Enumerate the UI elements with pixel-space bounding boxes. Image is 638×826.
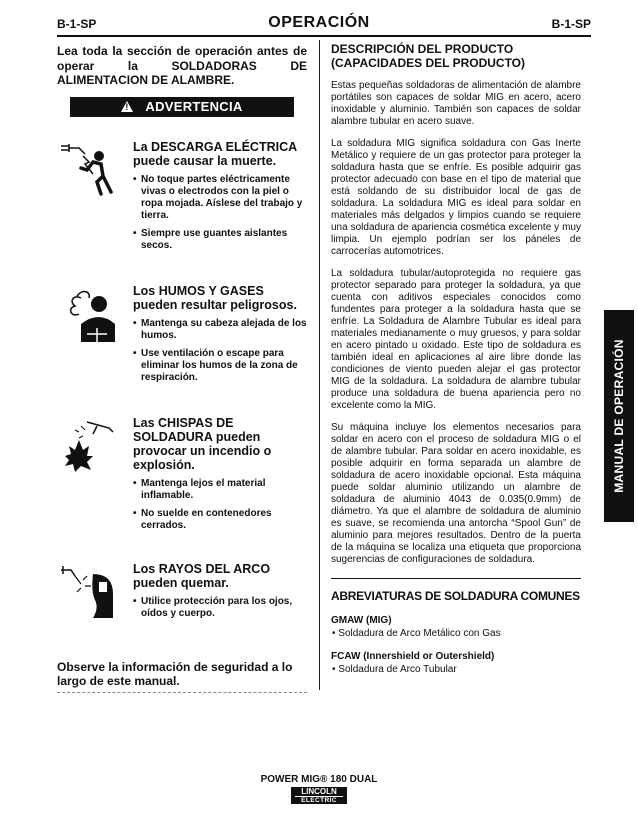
hazard-bullet: • Utilice protección para los ojos, oídos y cuerpo. <box>133 596 309 620</box>
hazard-bullets <box>133 596 309 620</box>
intro-text: Lea toda la sección de operación antes de operar la SOLDADORAS DE ALIMENTACION DE ALAMBRE. <box>57 44 307 87</box>
hazard-fumes-body <box>133 284 309 390</box>
warning-banner <box>70 97 294 117</box>
hazard-title: Los HUMOS Y GASES pueden resultar peligrosos. <box>133 284 297 312</box>
hazard-bullet: • No toque partes eléctricamente vivas o electrodos con la piel o ropa mojada. Aíslese del trabajo y tierra. <box>133 174 309 222</box>
header-rule <box>57 35 591 37</box>
hazard-bullet: • Use ventilación o escape para eliminar los humos de la zona de respiración. <box>133 348 309 384</box>
abbreviation-term: GMAW (MIG) <box>331 615 392 626</box>
hazard-arc-body <box>133 562 309 626</box>
hazard-bullet: • Mantenga lejos el material inflamable. <box>133 478 309 502</box>
side-tab-label: MANUAL DE OPERACIÓN <box>612 339 626 493</box>
abbreviation-definition: • Soldadura de Arco Metálico con Gas <box>332 628 501 639</box>
hazard-title: La DESCARGA ELÉCTRICA puede causar la muerte. <box>133 140 297 168</box>
section-side-tab <box>604 310 634 522</box>
hazard-bullets <box>133 318 309 384</box>
abbreviations-title: ABREVIATURAS DE SOLDADURA COMUNES <box>331 589 580 603</box>
paragraph: Su máquina incluye los elementos necesarios para soldar en acero con el proceso de soldadura MIG o el de alambre tubular. Para soldar en acero inoxidable, es posible adquirir en forma separada un alambre de soldadura de acero inoxidable opcional. Esta máquina puede soldar aluminio utilizando un alambre de soldadura de aluminio 4043 de 0.035(0.9mm) de diámetro. Ya que el alambre de soldadura de aluminio es suave, se recomienda una antorcha “Spool Gun” de aluminio para mejores resultados. Dentro de la puerta de la máquina se localiza una etiqueta que proporciona sugerencias de configuraciones de soldadura. <box>331 422 581 565</box>
hazard-electric-shock-body <box>133 140 309 258</box>
lincoln-electric-logo <box>291 787 347 804</box>
hazard-fire-body <box>133 416 309 538</box>
arc-rays-icon <box>57 562 117 622</box>
safety-rule <box>57 692 307 693</box>
column-divider <box>319 40 320 690</box>
hazard-bullets <box>133 478 309 532</box>
section-rule <box>331 578 581 579</box>
paragraph: Estas pequeñas soldadoras de alimentación de alambre portátiles son capaces de soldar MIG en acero, acero inoxidable y aluminio. También son capaces de soldar alambre tubular en acero suave. <box>331 80 581 127</box>
right-column <box>331 40 581 675</box>
hazard-bullets <box>133 174 309 252</box>
logo-top-text: LINCOLN <box>301 787 337 796</box>
safety-note: Observe la información de seguridad a lo largo de este manual. <box>57 660 293 688</box>
hazard-bullet: • Mantenga su cabeza alejada de los humos. <box>133 318 309 342</box>
paragraph: La soldadura MIG significa soldadura con Gas Inerte Metálico y requiere de un gas protector para proteger la soldadura hasta que se enfríe. Es posible adquirir gas protector adecuado con base en el tipo de material que está soldando de su distribuidor local de gas de soldadura. La soldadura MIG es ideal para soldar en materiales más delgados y limpios cuando se requiere una soldadura de apariencia cosmética excelente y muy limpia. Un ejemplo podrían ser los páneles de carrocerías automotrices. <box>331 138 581 257</box>
product-description-title: DESCRIPCIÓN DEL PRODUCTO (CAPACIDADES DEL PRODUCTO) <box>331 42 526 70</box>
footer-model: POWER MIG® 180 DUAL <box>260 774 378 785</box>
fire-explosion-icon <box>57 416 117 476</box>
paragraph: La soldadura tubular/autoprotegida no requiere gas protector separado para proteger la soldadura, ya que cuenta con aditivos especiales conocidos como fundentes para proteger a la soldadura hasta que se enfríe. La Soldadura de Alambre Tubular es ideal para materiales medianamente o muy gruesos, y para soldar en acero pintado u oxidado. Este tipo de soldadura es también ideal en aplicaciones al aire libre donde las condiciones de viento pueden alejar el gas protector MIG de la soldadura. La soldadura de alambre tubular produce una soldadura de buena apariencia pero no excelente como la MIG. <box>331 268 581 411</box>
hazard-bullet: • No suelde en contenedores cerrados. <box>133 508 309 532</box>
abbreviation-term: FCAW (Innershield or Outershield) <box>331 651 495 662</box>
warning-label: ADVERTENCIA <box>145 99 243 114</box>
electric-shock-icon <box>57 140 117 200</box>
warning-triangle-icon <box>121 101 133 112</box>
page-code-left: B-1-SP <box>57 17 97 31</box>
logo-bottom-text: ELECTRIC <box>295 796 343 805</box>
hazard-title: Los RAYOS DEL ARCO pueden quemar. <box>133 562 271 590</box>
left-column <box>57 40 307 688</box>
page-title: OPERACIÓN <box>268 14 370 31</box>
abbreviation-definition: • Soldadura de Arco Tubular <box>332 664 457 675</box>
page-code-right: B-1-SP <box>551 17 591 31</box>
fumes-gases-icon <box>57 284 117 344</box>
hazard-bullet: • Siempre use guantes aislantes secos. <box>133 228 309 252</box>
hazard-title: Las CHISPAS DE SOLDADURA pueden provocar un incendio o explosión. <box>133 416 272 472</box>
